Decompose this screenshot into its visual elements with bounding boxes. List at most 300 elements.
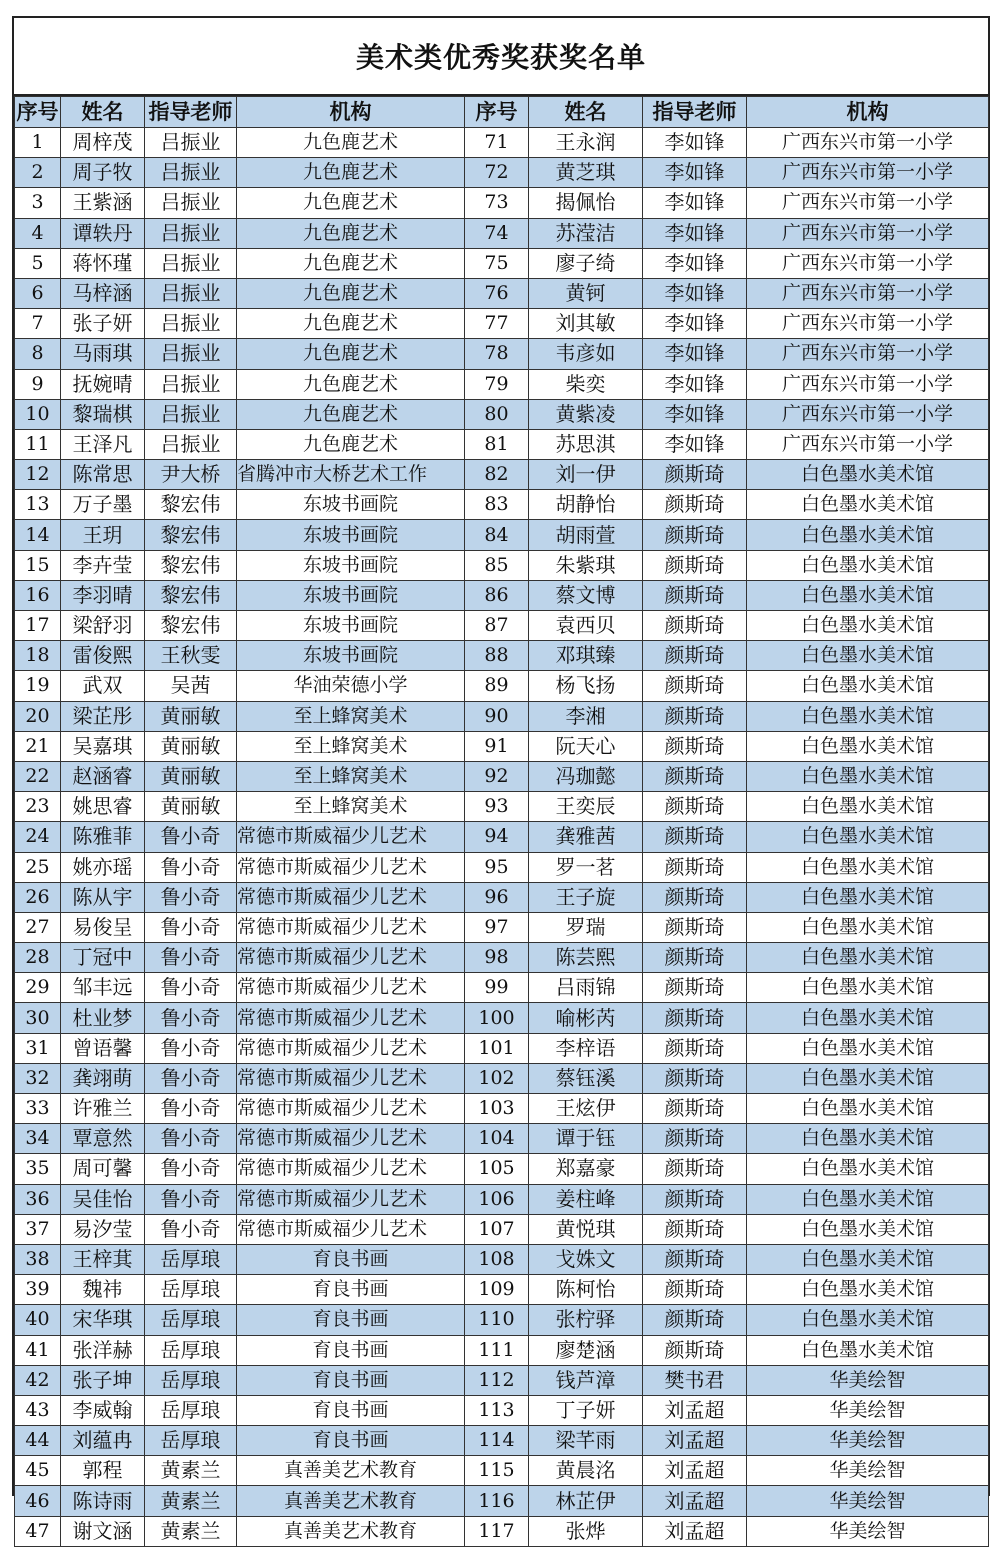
cell-index: 26 [15,882,61,912]
cell-organization: 白色墨水美术馆 [747,611,989,641]
cell-index: 93 [465,792,529,822]
cell-organization: 白色墨水美术馆 [747,882,989,912]
cell-index: 31 [15,1033,61,1063]
cell-index: 38 [15,1244,61,1274]
cell-name: 廖子绮 [529,248,643,278]
cell-index: 109 [465,1275,529,1305]
cell-name: 吴佳怡 [61,1184,145,1214]
cell-name: 姚思睿 [61,792,145,822]
cell-index: 45 [15,1456,61,1486]
cell-teacher: 李如锋 [643,309,747,339]
cell-name: 戈姝文 [529,1244,643,1274]
table-row [15,792,989,822]
cell-name: 杜业梦 [61,1003,145,1033]
cell-name: 林芷伊 [529,1486,643,1516]
cell-organization: 白色墨水美术馆 [747,792,989,822]
cell-index: 33 [15,1094,61,1124]
cell-index: 27 [15,912,61,942]
cell-index: 39 [15,1275,61,1305]
cell-organization: 省腾冲市大桥艺术工作 [237,460,465,490]
cell-index: 115 [465,1456,529,1486]
cell-organization: 常德市斯威福少儿艺术 [237,1154,465,1184]
cell-organization: 东坡书画院 [237,490,465,520]
cell-index: 104 [465,1124,529,1154]
cell-name: 梁舒羽 [61,611,145,641]
cell-name: 王玥 [61,520,145,550]
cell-name: 韦彦如 [529,339,643,369]
cell-index: 1 [15,128,61,158]
cell-teacher: 鲁小奇 [145,943,237,973]
cell-organization: 九色鹿艺术 [237,188,465,218]
cell-index: 7 [15,309,61,339]
cell-teacher: 刘孟超 [643,1395,747,1425]
cell-organization: 九色鹿艺术 [237,309,465,339]
cell-organization: 真善美艺术教育 [237,1486,465,1516]
table-row [15,309,989,339]
cell-index: 117 [465,1516,529,1546]
cell-name: 黄悦琪 [529,1214,643,1244]
cell-organization: 白色墨水美术馆 [747,761,989,791]
cell-index: 105 [465,1154,529,1184]
cell-organization: 常德市斯威福少儿艺术 [237,1063,465,1093]
cell-index: 84 [465,520,529,550]
cell-organization: 白色墨水美术馆 [747,973,989,1003]
cell-name: 柴奕 [529,369,643,399]
table-row [15,369,989,399]
cell-index: 102 [465,1063,529,1093]
cell-teacher: 李如锋 [643,248,747,278]
table-row [15,1094,989,1124]
cell-organization: 白色墨水美术馆 [747,1003,989,1033]
cell-name: 陈芸熙 [529,943,643,973]
cell-organization: 白色墨水美术馆 [747,731,989,761]
cell-organization: 常德市斯威福少儿艺术 [237,1214,465,1244]
cell-organization: 白色墨水美术馆 [747,671,989,701]
table-row [15,188,989,218]
cell-index: 87 [465,611,529,641]
cell-name: 张洋赫 [61,1335,145,1365]
table-row [15,1124,989,1154]
cell-index: 81 [465,429,529,459]
table-row [15,912,989,942]
cell-teacher: 颜斯琦 [643,822,747,852]
cell-index: 37 [15,1214,61,1244]
cell-teacher: 吕振业 [145,158,237,188]
cell-index: 5 [15,248,61,278]
cell-name: 刘一伊 [529,460,643,490]
cell-teacher: 李如锋 [643,369,747,399]
cell-index: 97 [465,912,529,942]
cell-index: 114 [465,1426,529,1456]
cell-index: 40 [15,1305,61,1335]
cell-teacher: 李如锋 [643,429,747,459]
cell-organization: 白色墨水美术馆 [747,580,989,610]
cell-organization: 广西东兴市第一小学 [747,218,989,248]
cell-organization: 真善美艺术教育 [237,1516,465,1546]
table-row [15,611,989,641]
table-row [15,1456,989,1486]
cell-organization: 常德市斯威福少儿艺术 [237,1033,465,1063]
table-row [15,339,989,369]
cell-teacher: 吕振业 [145,429,237,459]
cell-index: 74 [465,218,529,248]
cell-teacher: 颜斯琦 [643,611,747,641]
cell-organization: 白色墨水美术馆 [747,852,989,882]
cell-name: 刘蕴冉 [61,1426,145,1456]
cell-name: 易汐莹 [61,1214,145,1244]
cell-name: 谭轶丹 [61,218,145,248]
cell-teacher: 颜斯琦 [643,550,747,580]
cell-index: 83 [465,490,529,520]
cell-name: 黎瑞棋 [61,399,145,429]
cell-index: 29 [15,973,61,1003]
cell-teacher: 颜斯琦 [643,1033,747,1063]
cell-organization: 华美绘智 [747,1365,989,1395]
cell-name: 陈诗雨 [61,1486,145,1516]
cell-teacher: 李如锋 [643,128,747,158]
table-row [15,218,989,248]
cell-organization: 常德市斯威福少儿艺术 [237,852,465,882]
cell-teacher: 黄丽敏 [145,701,237,731]
cell-name: 万子墨 [61,490,145,520]
cell-index: 88 [465,641,529,671]
cell-name: 揭佩怡 [529,188,643,218]
cell-organization: 育良书画 [237,1275,465,1305]
cell-name: 陈柯怡 [529,1275,643,1305]
cell-organization: 白色墨水美术馆 [747,1244,989,1274]
cell-name: 抚婉晴 [61,369,145,399]
cell-teacher: 颜斯琦 [643,520,747,550]
cell-organization: 至上蜂窝美术 [237,701,465,731]
cell-index: 25 [15,852,61,882]
cell-name: 黄芝琪 [529,158,643,188]
cell-teacher: 颜斯琦 [643,1335,747,1365]
cell-teacher: 黎宏伟 [145,490,237,520]
cell-name: 钱芦漳 [529,1365,643,1395]
cell-organization: 九色鹿艺术 [237,429,465,459]
cell-teacher: 岳厚琅 [145,1335,237,1365]
cell-name: 张子坤 [61,1365,145,1395]
cell-teacher: 李如锋 [643,339,747,369]
cell-name: 朱紫琪 [529,550,643,580]
cell-organization: 九色鹿艺术 [237,158,465,188]
cell-organization: 白色墨水美术馆 [747,1305,989,1335]
table-row [15,1184,989,1214]
cell-organization: 华美绘智 [747,1486,989,1516]
cell-name: 黄晨洺 [529,1456,643,1486]
cell-teacher: 李如锋 [643,188,747,218]
cell-name: 王永润 [529,128,643,158]
cell-teacher: 尹大桥 [145,460,237,490]
cell-name: 覃意然 [61,1124,145,1154]
table-row [15,1426,989,1456]
cell-organization: 至上蜂窝美术 [237,761,465,791]
cell-name: 曾语馨 [61,1033,145,1063]
cell-teacher: 鲁小奇 [145,882,237,912]
table-row [15,1063,989,1093]
cell-teacher: 王秋雯 [145,641,237,671]
cell-teacher: 鲁小奇 [145,1184,237,1214]
cell-organization: 白色墨水美术馆 [747,1154,989,1184]
cell-index: 2 [15,158,61,188]
cell-organization: 白色墨水美术馆 [747,641,989,671]
table-row [15,490,989,520]
cell-name: 罗一茗 [529,852,643,882]
header-index: 序号 [15,97,61,128]
cell-organization: 育良书画 [237,1335,465,1365]
table-row [15,460,989,490]
cell-name: 李湘 [529,701,643,731]
cell-index: 96 [465,882,529,912]
cell-name: 周可馨 [61,1154,145,1184]
cell-index: 101 [465,1033,529,1063]
cell-name: 张子妍 [61,309,145,339]
cell-organization: 华美绘智 [747,1395,989,1425]
cell-organization: 白色墨水美术馆 [747,1063,989,1093]
cell-teacher: 颜斯琦 [643,792,747,822]
cell-organization: 广西东兴市第一小学 [747,188,989,218]
cell-name: 冯珈懿 [529,761,643,791]
cell-index: 10 [15,399,61,429]
table-row [15,158,989,188]
cell-name: 丁冠中 [61,943,145,973]
cell-name: 陈从宇 [61,882,145,912]
cell-organization: 东坡书画院 [237,641,465,671]
cell-name: 袁西贝 [529,611,643,641]
cell-teacher: 吕振业 [145,309,237,339]
cell-organization: 广西东兴市第一小学 [747,248,989,278]
cell-organization: 白色墨水美术馆 [747,701,989,731]
cell-name: 张烨 [529,1516,643,1546]
cell-organization: 白色墨水美术馆 [747,1275,989,1305]
cell-index: 8 [15,339,61,369]
cell-index: 17 [15,611,61,641]
cell-index: 112 [465,1365,529,1395]
cell-index: 46 [15,1486,61,1516]
cell-teacher: 黎宏伟 [145,550,237,580]
cell-name: 邓琪臻 [529,641,643,671]
table-row [15,520,989,550]
cell-name: 刘其敏 [529,309,643,339]
cell-teacher: 颜斯琦 [643,1214,747,1244]
cell-organization: 育良书画 [237,1395,465,1425]
cell-teacher: 刘孟超 [643,1426,747,1456]
cell-name: 王紫涵 [61,188,145,218]
cell-name: 张柠驿 [529,1305,643,1335]
header-name: 姓名 [61,97,145,128]
cell-name: 谢文涵 [61,1516,145,1546]
cell-index: 4 [15,218,61,248]
cell-organization: 华美绘智 [747,1426,989,1456]
cell-organization: 广西东兴市第一小学 [747,128,989,158]
cell-index: 110 [465,1305,529,1335]
cell-index: 3 [15,188,61,218]
cell-organization: 九色鹿艺术 [237,218,465,248]
cell-index: 78 [465,339,529,369]
table-row [15,701,989,731]
cell-name: 李梓语 [529,1033,643,1063]
cell-teacher: 岳厚琅 [145,1305,237,1335]
header-organization: 机构 [237,97,465,128]
cell-teacher: 吕振业 [145,339,237,369]
cell-name: 龚雅茜 [529,822,643,852]
cell-organization: 真善美艺术教育 [237,1456,465,1486]
cell-organization: 东坡书画院 [237,520,465,550]
cell-teacher: 颜斯琦 [643,973,747,1003]
cell-organization: 广西东兴市第一小学 [747,309,989,339]
cell-teacher: 颜斯琦 [643,1244,747,1274]
cell-organization: 至上蜂窝美术 [237,792,465,822]
table-row [15,641,989,671]
cell-name: 陈雅菲 [61,822,145,852]
table-row [15,671,989,701]
cell-index: 41 [15,1335,61,1365]
table-row [15,550,989,580]
cell-organization: 九色鹿艺术 [237,278,465,308]
cell-index: 43 [15,1395,61,1425]
cell-name: 梁芊雨 [529,1426,643,1456]
cell-organization: 白色墨水美术馆 [747,520,989,550]
table-row [15,1365,989,1395]
cell-organization: 广西东兴市第一小学 [747,429,989,459]
cell-teacher: 颜斯琦 [643,641,747,671]
cell-name: 王泽凡 [61,429,145,459]
cell-index: 92 [465,761,529,791]
cell-name: 蒋怀瑾 [61,248,145,278]
cell-teacher: 颜斯琦 [643,1124,747,1154]
cell-index: 99 [465,973,529,1003]
cell-teacher: 鲁小奇 [145,1094,237,1124]
cell-teacher: 颜斯琦 [643,761,747,791]
cell-name: 李羽晴 [61,580,145,610]
cell-name: 王子旋 [529,882,643,912]
cell-name: 胡雨萱 [529,520,643,550]
cell-organization: 常德市斯威福少儿艺术 [237,1094,465,1124]
cell-name: 黄钶 [529,278,643,308]
cell-index: 116 [465,1486,529,1516]
cell-name: 周梓茂 [61,128,145,158]
table-row [15,1486,989,1516]
cell-index: 111 [465,1335,529,1365]
cell-index: 14 [15,520,61,550]
cell-organization: 白色墨水美术馆 [747,943,989,973]
cell-organization: 育良书画 [237,1305,465,1335]
table-row [15,580,989,610]
cell-index: 90 [465,701,529,731]
cell-index: 20 [15,701,61,731]
cell-index: 95 [465,852,529,882]
cell-teacher: 吕振业 [145,369,237,399]
header-organization: 机构 [747,97,989,128]
cell-teacher: 樊书君 [643,1365,747,1395]
cell-organization: 九色鹿艺术 [237,128,465,158]
cell-teacher: 黄丽敏 [145,761,237,791]
cell-name: 陈常思 [61,460,145,490]
cell-index: 6 [15,278,61,308]
table-row [15,248,989,278]
cell-organization: 东坡书画院 [237,550,465,580]
cell-teacher: 颜斯琦 [643,1094,747,1124]
cell-teacher: 刘孟超 [643,1486,747,1516]
cell-organization: 白色墨水美术馆 [747,1214,989,1244]
cell-teacher: 颜斯琦 [643,1154,747,1184]
cell-teacher: 颜斯琦 [643,1003,747,1033]
cell-organization: 东坡书画院 [237,611,465,641]
cell-organization: 九色鹿艺术 [237,248,465,278]
cell-index: 19 [15,671,61,701]
cell-organization: 九色鹿艺术 [237,369,465,399]
cell-teacher: 颜斯琦 [643,1184,747,1214]
cell-organization: 常德市斯威福少儿艺术 [237,912,465,942]
cell-index: 113 [465,1395,529,1425]
cell-index: 15 [15,550,61,580]
cell-teacher: 颜斯琦 [643,1063,747,1093]
cell-organization: 华美绘智 [747,1516,989,1546]
cell-name: 郭程 [61,1456,145,1486]
cell-name: 喻彬芮 [529,1003,643,1033]
cell-index: 77 [465,309,529,339]
cell-index: 107 [465,1214,529,1244]
cell-index: 100 [465,1003,529,1033]
cell-organization: 白色墨水美术馆 [747,1094,989,1124]
cell-index: 23 [15,792,61,822]
cell-name: 胡静怡 [529,490,643,520]
table-row [15,278,989,308]
cell-teacher: 李如锋 [643,399,747,429]
cell-index: 76 [465,278,529,308]
header-teacher: 指导老师 [643,97,747,128]
cell-name: 许雅兰 [61,1094,145,1124]
cell-index: 108 [465,1244,529,1274]
cell-index: 11 [15,429,61,459]
cell-organization: 育良书画 [237,1365,465,1395]
cell-name: 易俊呈 [61,912,145,942]
table-row [15,1154,989,1184]
cell-teacher: 颜斯琦 [643,912,747,942]
cell-name: 梁芷彤 [61,701,145,731]
table-row [15,973,989,1003]
cell-teacher: 鲁小奇 [145,822,237,852]
cell-teacher: 鲁小奇 [145,852,237,882]
cell-organization: 广西东兴市第一小学 [747,339,989,369]
cell-index: 82 [465,460,529,490]
cell-teacher: 鲁小奇 [145,973,237,1003]
cell-index: 32 [15,1063,61,1093]
cell-teacher: 黄素兰 [145,1516,237,1546]
cell-name: 谭于钰 [529,1124,643,1154]
cell-teacher: 颜斯琦 [643,1305,747,1335]
cell-name: 苏滢洁 [529,218,643,248]
cell-organization: 广西东兴市第一小学 [747,369,989,399]
cell-organization: 常德市斯威福少儿艺术 [237,1003,465,1033]
cell-organization: 华美绘智 [747,1456,989,1486]
cell-teacher: 鲁小奇 [145,1124,237,1154]
cell-index: 36 [15,1184,61,1214]
cell-index: 22 [15,761,61,791]
table-row [15,1275,989,1305]
cell-teacher: 颜斯琦 [643,460,747,490]
cell-teacher: 吕振业 [145,218,237,248]
cell-teacher: 鲁小奇 [145,1214,237,1244]
table-row [15,1335,989,1365]
cell-teacher: 吴茜 [145,671,237,701]
cell-index: 34 [15,1124,61,1154]
cell-index: 28 [15,943,61,973]
cell-teacher: 黄素兰 [145,1486,237,1516]
table-row [15,128,989,158]
cell-organization: 广西东兴市第一小学 [747,158,989,188]
cell-name: 黄紫凌 [529,399,643,429]
